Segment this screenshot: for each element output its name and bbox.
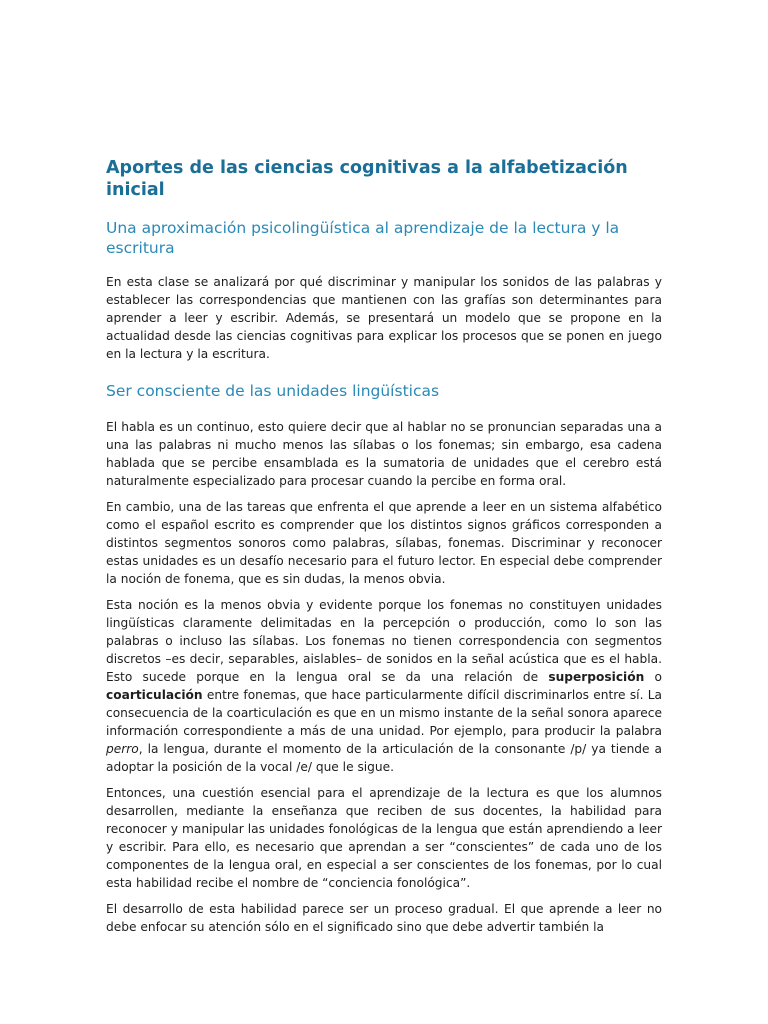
paragraph-3-text-2: o [644, 670, 662, 684]
document-subtitle: Una aproximación psicolingüística al aprendizaje de la lectura y la escritura [106, 219, 620, 257]
term-superposicion: superposición [548, 670, 645, 684]
paragraph-3-text-3: entre fonemas, que hace particularmente difícil discriminarlos entre sí. La consecuencia de la coarticulación es que en un mismo instante de la señal sonora aparece información correspondiente a más de una unidad. Por ejemplo, para producir la palabra [106, 688, 662, 738]
paragraph-1: El habla es un continuo, esto quiere decir que al hablar no se pronuncian separadas una a una las palabras ni mucho menos las sílabas o los fonemas; sin embargo, esa cadena hablada que se percibe ensamblada es la sumatoria de unidades que el cerebro está naturalmente especializado para procesar cuando la percibe en forma oral. [106, 420, 662, 488]
paragraph-3-text-4: , la lengua, durante el momento de la articulación de la consonante /p/ ya tiende a adoptar la posición de la vocal /e/ que le sigue. [106, 742, 662, 774]
paragraph-5: El desarrollo de esta habilidad parece ser un proceso gradual. El que aprende a leer no debe enfocar su atención sólo en el significado sino que debe advertir también la [106, 902, 662, 934]
intro-paragraph: En esta clase se analizará por qué discriminar y manipular los sonidos de las palabras y establecer las correspondencias que mantienen con las grafías son determinantes para aprender a leer y escribir. Además, se presentará un modelo que se propone en la actualidad desde las ciencias cognitivas para explicar los procesos que se ponen en juego en la lectura y la escritura. [106, 275, 662, 361]
term-coarticulacion: coarticulación [106, 688, 203, 702]
paragraph-3 [106, 596, 662, 776]
section-heading: Ser consciente de las unidades lingüísticas [106, 382, 440, 400]
paragraph-3-text-1: Esta noción es la menos obvia y evidente porque los fonemas no constituyen unidades lingüísticas claramente delimitadas en la percepción o producción, como lo son las palabras o incluso las sílabas. Los fonemas no tienen correspondencia con segmentos discretos –es decir, separables, aislables– de sonidos en la señal acústica que es el habla. Esto sucede porque en la lengua oral se da una relación de [106, 598, 662, 684]
example-word-perro: perro [106, 742, 139, 756]
paragraph-4: Entonces, una cuestión esencial para el aprendizaje de la lectura es que los alumnos desarrollen, mediante la enseñanza que reciben de sus docentes, la habilidad para reconocer y manipular las unidades fonológicas de la lengua que están aprendiendo a leer y escribir. Para ello, es necesario que aprendan a ser “conscientes” de cada uno de los componentes de la lengua oral, en especial a ser conscientes de los fonemas, por lo cual esta habilidad recibe el nombre de “conciencia fonológica”. [106, 786, 662, 890]
document-title: Aportes de las ciencias cognitivas a la alfabetización inicial [106, 158, 628, 200]
paragraph-2: En cambio, una de las tareas que enfrenta el que aprende a leer en un sistema alfabético como el español escrito es comprender que los distintos signos gráficos corresponden a distintos segmentos sonoros como palabras, sílabas, fonemas. Discriminar y reconocer estas unidades es un desafío necesario para el futuro lector. En especial debe comprender la noción de fonema, que es sin dudas, la menos obvia. [106, 500, 662, 586]
